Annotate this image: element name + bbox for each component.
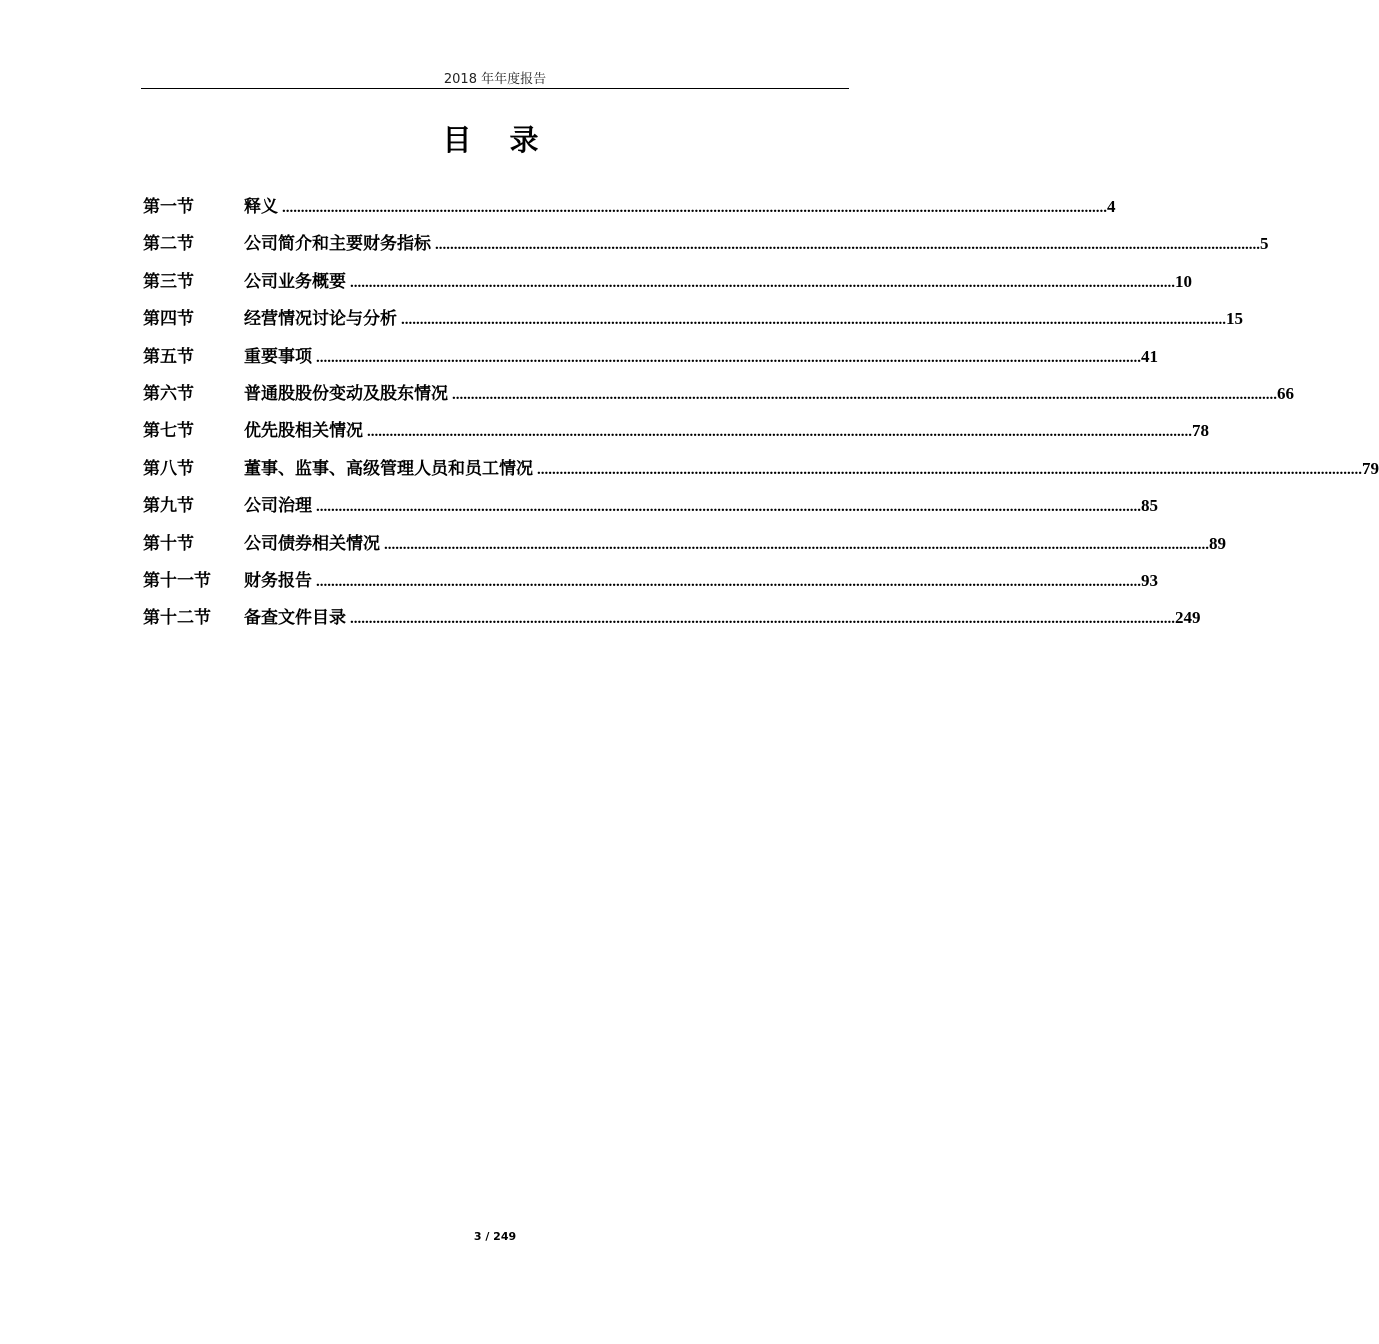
toc-section-number: 第一节 (143, 197, 194, 217)
toc-page-number: 85 (1141, 496, 1158, 516)
toc-dot-leader: ............................................................................................................................................................................................................................ (452, 386, 1277, 403)
toc-entry[interactable] (143, 229, 1269, 266)
header-divider (141, 88, 849, 89)
toc-entry[interactable] (143, 192, 1116, 229)
toc-section-name: 公司债券相关情况 (244, 533, 380, 554)
toc-dot-leader: ............................................................................................................................................................................................................................ (282, 200, 1107, 216)
toc-section-number: 第十二节 (143, 608, 211, 629)
toc-dot-leader: ............................................................................................................................................................................................................................ (384, 536, 1209, 553)
toc-entry[interactable] (143, 529, 1226, 566)
toc-dot-leader: ............................................................................................................................................................................................................................ (350, 611, 1175, 628)
toc-section-number: 第六节 (143, 383, 194, 404)
toc-entry[interactable] (143, 491, 1158, 528)
toc-section-name: 董事、监事、高级管理人员和员工情况 (244, 458, 533, 479)
toc-page-number: 41 (1141, 346, 1158, 366)
toc-dot-leader: ............................................................................................................................................................................................................................ (316, 349, 1141, 366)
toc-section-name: 经营情况讨论与分析 (244, 309, 397, 330)
running-header: 2018 年年度报告 (443, 72, 547, 87)
toc-section-number: 第十一节 (143, 570, 211, 591)
toc-page-number: 10 (1175, 271, 1192, 291)
toc-title: 目 录 (442, 123, 553, 157)
toc-page-number: 5 (1260, 234, 1269, 254)
toc-dot-leader: ............................................................................................................................................................................................................................ (537, 461, 1362, 478)
toc-section-number: 第七节 (143, 421, 194, 442)
toc-section-number: 第二节 (143, 234, 194, 255)
toc-section-number: 第九节 (143, 496, 194, 517)
toc-dot-leader: ............................................................................................................................................................................................................................ (435, 237, 1260, 254)
toc-section-number: 第八节 (143, 458, 194, 479)
toc-dot-leader: ............................................................................................................................................................................................................................ (350, 274, 1175, 291)
toc-page-number: 4 (1107, 197, 1116, 216)
toc-page-number: 79 (1362, 458, 1379, 478)
toc-entry[interactable] (143, 342, 1158, 379)
toc-section-name: 财务报告 (244, 570, 312, 591)
toc-page-number: 78 (1192, 421, 1209, 441)
toc-section-number: 第五节 (143, 346, 194, 367)
toc-page-number: 15 (1226, 309, 1243, 329)
toc-dot-leader: ............................................................................................................................................................................................................................ (367, 424, 1192, 441)
toc-entry[interactable] (143, 379, 1294, 416)
toc-entry[interactable] (143, 416, 1209, 453)
toc-entry[interactable] (143, 454, 1379, 491)
page-number: 3 / 249 (473, 1230, 517, 1243)
toc-section-number: 第三节 (143, 271, 194, 292)
toc-section-name: 重要事项 (244, 346, 312, 367)
toc-section-name: 释义 (244, 197, 278, 217)
toc-section-number: 第四节 (143, 309, 194, 330)
toc-section-name: 普通股股份变动及股东情况 (244, 383, 448, 404)
toc-entry[interactable] (143, 603, 1201, 640)
toc-section-name: 优先股相关情况 (244, 421, 363, 442)
toc-page-number: 89 (1209, 533, 1226, 553)
toc-entry[interactable] (143, 566, 1158, 603)
toc-section-name: 公司简介和主要财务指标 (244, 234, 431, 255)
toc-page-number: 66 (1277, 383, 1294, 403)
toc-dot-leader: ............................................................................................................................................................................................................................ (316, 499, 1141, 516)
toc-entry[interactable] (143, 304, 1243, 341)
toc-section-name: 公司治理 (244, 496, 312, 517)
toc-dot-leader: ............................................................................................................................................................................................................................ (316, 573, 1141, 590)
toc-section-number: 第十节 (143, 533, 194, 554)
toc-list (143, 192, 1379, 641)
toc-dot-leader: ............................................................................................................................................................................................................................ (401, 312, 1226, 329)
toc-section-name: 公司业务概要 (244, 271, 346, 292)
toc-entry[interactable] (143, 267, 1192, 304)
toc-page-number: 249 (1175, 608, 1201, 628)
toc-section-name: 备查文件目录 (244, 608, 346, 629)
toc-page-number: 93 (1141, 570, 1158, 590)
